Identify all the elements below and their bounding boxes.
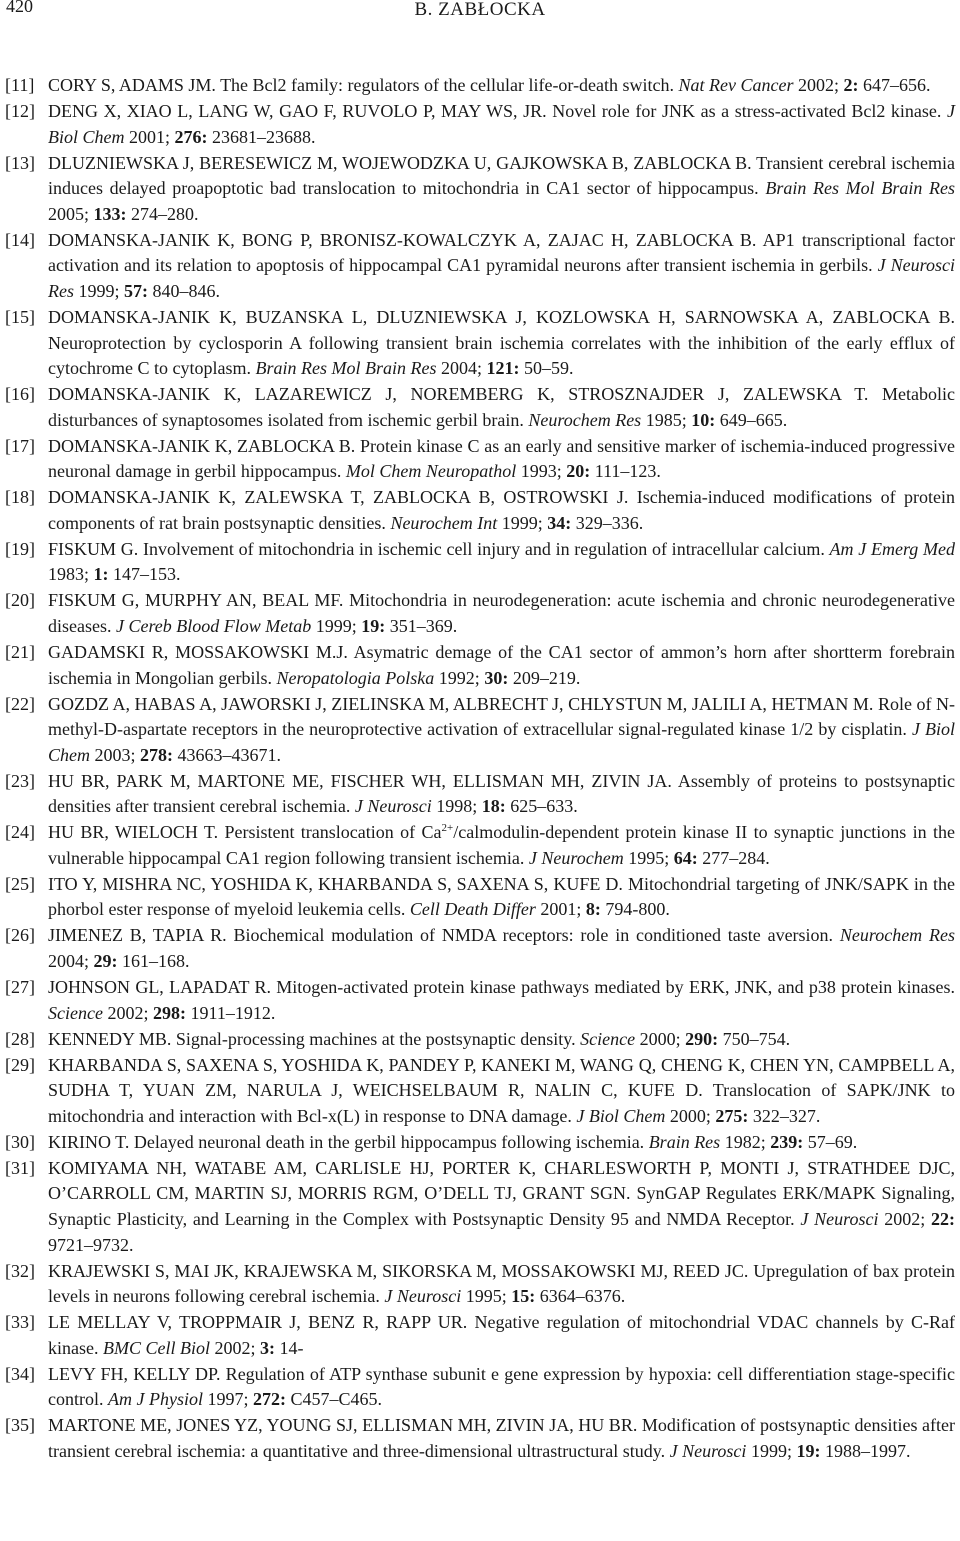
reference-journal: Brain Res xyxy=(648,1131,721,1152)
reference-text: GOZDZ A, HABAS A, JAWORSKI J, ZIELINSKA M, ALBRECHT J, CHLYSTUN M, JALILI A, HETMAN M. Role of N-methyl-D-aspartate receptors in the neuroprotective activation of extracellular signal-regulated kinase 1/2 by cisplatin. xyxy=(48,693,955,740)
reference-volume: 133: xyxy=(93,203,127,224)
reference-year: 1997; xyxy=(202,1389,253,1410)
reference-pages: 14- xyxy=(275,1337,304,1358)
reference-superscript: 2+ xyxy=(441,822,454,835)
reference-year: 2002; xyxy=(209,1337,260,1358)
reference-journal: Nat Rev Cancer xyxy=(678,75,794,95)
reference-entry xyxy=(0,1027,955,1053)
reference-text: DOMANSKA-JANIK K, LAZAREWICZ J, NOREMBERG K, STROSZNAJDER J, ZALEWSKA T. Metabolic disturbances of synaptosomes isolated from ischemic gerbil brain. xyxy=(48,384,955,430)
reference-entry xyxy=(0,872,955,923)
reference-pages: 209–219. xyxy=(508,667,581,688)
reference-text: KRAJEWSKI S, MAI JK, KRAJEWSKA M, SIKORSKA M, MOSSAKOWSKI MJ, REED JC. Upregulation of bax protein levels in neurons following cerebral ischemia. xyxy=(48,1260,955,1307)
reference-year: 2002; xyxy=(102,1002,153,1023)
reference-text: DOMANSKA-JANIK K, BONG P, BRONISZ-KOWALCZYK A, ZAJAC H, ZABLOCKA B. AP1 transcriptional factor activation and its relation to apoptosis of hippocampal CA1 pyramidal neurons after transient ischemia in gerbils. xyxy=(48,229,955,276)
reference-year: 2005; xyxy=(48,203,94,224)
reference-journal: J Neurosci xyxy=(384,1286,462,1307)
reference-journal: Am J Physiol xyxy=(108,1389,203,1410)
reference-text-continued: /calmodulin-dependent protein kinase II to synaptic junctions in the vulnerable hippocampal CA1 region following transient ischemia. xyxy=(48,822,955,868)
reference-journal: Neurochem Res xyxy=(839,925,955,946)
reference-text: DENG X, XIAO L, LANG W, GAO F, RUVOLO P, MAY WS, JR. Novel role for JNK as a stress-activated Bcl2 kinase. xyxy=(48,100,947,121)
reference-number: [34] xyxy=(5,1363,35,1384)
reference-entry xyxy=(0,923,955,974)
reference-volume: 19: xyxy=(361,615,386,636)
reference-volume: 8: xyxy=(585,899,601,920)
reference-entry xyxy=(0,99,955,150)
reference-entry xyxy=(0,588,955,639)
reference-number: [11] xyxy=(5,75,35,95)
reference-text: JIMENEZ B, TAPIA R. Biochemical modulation of NMDA receptors: role in conditioned taste aversion. xyxy=(48,925,840,946)
reference-entry xyxy=(0,1259,955,1310)
reference-pages: 9721–9732. xyxy=(48,1234,134,1255)
reference-pages: 1988–1997. xyxy=(820,1440,911,1461)
reference-volume: 2: xyxy=(843,75,859,95)
reference-number: [17] xyxy=(5,435,35,456)
reference-year: 2002; xyxy=(878,1208,931,1229)
reference-text: KHARBANDA S, SAXENA S, YOSHIDA K, PANDEY P, KANEKI M, WANG Q, CHENG K, CHEN YN, CAMPBELL A, SUDHA T, YUAN ZM, NARULA J, WEICHSELBAUM R, NALIN C, KUFE D. Translocation of SAPK/JNK to mitochondria and interaction with Bcl-x(L) in response to DNA damage. xyxy=(48,1054,955,1126)
reference-text: LEVY FH, KELLY DP. Regulation of ATP synthase subunit e gene expression by hypoxia: cell differentiation stage-specific control. xyxy=(48,1363,955,1410)
reference-journal: Neropatologia Polska xyxy=(276,667,435,688)
reference-entry xyxy=(0,1413,955,1464)
reference-entry xyxy=(0,1362,955,1413)
reference-year: 1998; xyxy=(431,796,482,817)
reference-year: 1995; xyxy=(623,847,674,868)
reference-journal: J Neurosci xyxy=(354,796,432,817)
reference-volume: 57: xyxy=(124,280,149,301)
reference-entry xyxy=(0,1156,955,1258)
reference-year: 1999; xyxy=(497,512,548,533)
reference-number: [12] xyxy=(5,100,35,121)
reference-journal: Brain Res Mol Brain Res xyxy=(765,178,955,199)
reference-text: CORY S, ADAMS JM. The Bcl2 family: regulators of the cellular life-or-death switch. xyxy=(48,75,679,95)
reference-year: 1999; xyxy=(746,1440,797,1461)
reference-number: [14] xyxy=(5,229,35,250)
reference-year: 1999; xyxy=(311,615,362,636)
reference-entry xyxy=(0,537,955,588)
reference-number: [13] xyxy=(5,152,35,173)
reference-text: KOMIYAMA NH, WATABE AM, CARLISLE HJ, PORTER K, CHARLESWORTH P, MONTI J, STRATHDEE DJC, O’CARROLL CM, MARTIN SJ, MORRIS RGM, O’DELL TJ, GRANT SGN. SynGAP Regulates ERK/MAPK Signaling, Synaptic Plasticity, and Learning in the Complex with Postsynaptic Density 95 and NMDA Receptor. xyxy=(48,1157,955,1229)
reference-entry xyxy=(0,640,955,691)
reference-year: 2003; xyxy=(90,744,141,765)
reference-number: [20] xyxy=(5,590,35,611)
reference-volume: 3: xyxy=(260,1337,275,1358)
reference-number: [35] xyxy=(5,1415,35,1436)
reference-volume: 276: xyxy=(174,126,208,147)
reference-number: [22] xyxy=(5,693,35,714)
reference-volume: 272: xyxy=(253,1389,286,1410)
reference-number: [18] xyxy=(5,487,35,508)
reference-journal: BMC Cell Biol xyxy=(102,1337,210,1358)
reference-pages: 649–665. xyxy=(715,409,788,430)
reference-journal: J Neurochem xyxy=(528,847,624,868)
reference-year: 1985; xyxy=(641,409,692,430)
reference-pages: 322–327. xyxy=(748,1105,821,1126)
reference-year: 2004; xyxy=(436,358,487,379)
reference-pages: 329–336. xyxy=(571,512,644,533)
reference-year: 1999; xyxy=(74,280,125,301)
reference-pages: 840–846. xyxy=(148,280,221,301)
reference-year: 2004; xyxy=(48,951,94,972)
reference-pages: 274–280. xyxy=(126,203,199,224)
reference-text: DOMANSKA-JANIK K, ZABLOCKA B. Protein kinase C as an early and sensitive marker of ischemia-induced progressive neuronal damage in gerbil hippocampus. xyxy=(48,435,955,482)
reference-number: [15] xyxy=(5,306,35,327)
reference-number: [33] xyxy=(5,1312,35,1333)
reference-text: HU BR, WIELOCH T. Persistent translocation of Ca xyxy=(48,822,442,843)
reference-entry xyxy=(0,692,955,769)
reference-volume: 1: xyxy=(93,564,109,585)
reference-entry xyxy=(0,434,955,485)
reference-text: DLUZNIEWSKA J, BERESEWICZ M, WOJEWODZKA U, GAJKOWSKA B, ZABLOCKA B. Transient cerebral ischemia induces delayed proapoptotic bad translocation to mitochondria in CA1 sector of hippocampus. xyxy=(48,152,955,199)
reference-entry xyxy=(0,820,955,871)
reference-entry xyxy=(0,485,955,536)
reference-year: 1995; xyxy=(461,1286,512,1307)
reference-number: [28] xyxy=(5,1028,35,1049)
reference-volume: 19: xyxy=(796,1440,821,1461)
reference-text: DOMANSKA-JANIK K, ZALEWSKA T, ZABLOCKA B, OSTROWSKI J. Ischemia-induced modifications of protein components of rat brain postsynaptic densities. xyxy=(48,487,955,533)
reference-pages: 43663–43671. xyxy=(173,744,282,765)
reference-volume: 64: xyxy=(673,847,698,868)
reference-volume: 15: xyxy=(511,1286,536,1307)
reference-pages: 750–754. xyxy=(718,1028,791,1049)
reference-text: KIRINO T. Delayed neuronal death in the gerbil hippocampus following ischemia. xyxy=(48,1131,649,1152)
reference-text: KENNEDY MB. Signal-processing machines at the postsynaptic density. xyxy=(48,1028,581,1049)
reference-pages: 57–69. xyxy=(803,1131,858,1152)
reference-entry xyxy=(0,382,955,433)
reference-volume: 239: xyxy=(770,1131,804,1152)
reference-journal: Science xyxy=(580,1028,636,1049)
reference-text: GADAMSKI R, MOSSAKOWSKI M.J. Asymatric demage of the CA1 sector of ammon’s horn after shortterm forebrain ischemia in Mongolian gerbils. xyxy=(48,641,955,688)
reference-entry xyxy=(0,305,955,382)
reference-pages: 111–123. xyxy=(590,461,661,482)
reference-year: 1982; xyxy=(720,1131,771,1152)
reference-number: [23] xyxy=(5,770,35,791)
reference-list xyxy=(0,73,955,1465)
reference-text: DOMANSKA-JANIK K, BUZANSKA L, DLUZNIEWSKA J, KOZLOWSKA H, SARNOWSKA A, ZABLOCKA B. Neuroprotection by cyclosporin A following transient brain ischemia correlates with the inhibition of the early efflux of cytochrome C to cytoplasm. xyxy=(48,306,955,379)
reference-pages: 23681–23688. xyxy=(207,126,316,147)
reference-year: 2000; xyxy=(665,1105,716,1126)
reference-pages: 647–656. xyxy=(858,75,931,95)
reference-pages: 351–369. xyxy=(385,615,458,636)
reference-pages: 50–59. xyxy=(519,358,574,379)
reference-volume: 30: xyxy=(484,667,509,688)
reference-volume: 20: xyxy=(566,461,591,482)
reference-journal: Cell Death Differ xyxy=(409,899,536,920)
reference-journal: J Neurosci Res xyxy=(48,255,955,301)
reference-text: JOHNSON GL, LAPADAT R. Mitogen-activated protein kinase pathways mediated by ERK, JNK, and p38 protein kinases. xyxy=(48,977,955,998)
reference-volume: 10: xyxy=(691,409,716,430)
reference-journal: J Cereb Blood Flow Metab xyxy=(115,615,312,636)
reference-journal: J Biol Chem xyxy=(48,100,955,147)
reference-text: ITO Y, MISHRA NC, YOSHIDA K, KHARBANDA S, SAXENA S, KUFE D. Mitochondrial targeting of JNK/SAPK in the phorbol ester response of myeloid leukemia cells. xyxy=(48,873,955,920)
reference-journal: J Neurosci xyxy=(669,1440,747,1461)
reference-entry xyxy=(0,151,955,228)
reference-year: 2001; xyxy=(535,899,586,920)
reference-number: [25] xyxy=(5,873,35,894)
reference-year: 1993; xyxy=(516,461,567,482)
reference-journal: J Biol Chem xyxy=(48,719,955,765)
reference-pages: C457–C465. xyxy=(286,1389,383,1410)
reference-year: 1992; xyxy=(434,667,485,688)
reference-text: FISKUM G, MURPHY AN, BEAL MF. Mitochondria in neurodegeneration: acute ischemia and chronic neurodegenerative diseases. xyxy=(48,590,955,636)
reference-number: [26] xyxy=(5,925,35,946)
reference-journal: Brain Res Mol Brain Res xyxy=(255,358,437,379)
reference-text: FISKUM G. Involvement of mitochondria in ischemic cell injury and in regulation of intracellular calcium. xyxy=(48,538,830,559)
reference-pages: 147–153. xyxy=(108,564,181,585)
reference-journal: Neurochem Res xyxy=(528,409,642,430)
reference-volume: 278: xyxy=(140,744,174,765)
reference-volume: 22: xyxy=(930,1208,955,1229)
reference-entry xyxy=(0,975,955,1026)
reference-year: 2002; xyxy=(793,75,844,95)
reference-pages: 794-800. xyxy=(600,899,670,920)
reference-journal: Neurochem Int xyxy=(390,512,498,533)
reference-volume: 34: xyxy=(547,512,572,533)
reference-entry xyxy=(0,769,955,820)
reference-number: [30] xyxy=(5,1131,35,1152)
reference-number: [32] xyxy=(5,1260,35,1281)
reference-entry xyxy=(0,228,955,305)
page-number: 420 xyxy=(6,0,33,16)
reference-volume: 290: xyxy=(685,1028,719,1049)
reference-pages: 1911–1912. xyxy=(185,1002,276,1023)
reference-year: 2001; xyxy=(124,126,175,147)
reference-volume: 298: xyxy=(152,1002,186,1023)
reference-volume: 275: xyxy=(715,1105,749,1126)
reference-pages: 625–633. xyxy=(505,796,578,817)
reference-journal: J Neurosci xyxy=(800,1208,879,1229)
reference-pages: 277–284. xyxy=(697,847,770,868)
reference-number: [27] xyxy=(5,977,35,998)
reference-number: [19] xyxy=(5,538,35,559)
reference-journal: Mol Chem Neuropathol xyxy=(345,461,517,482)
reference-entry xyxy=(0,1053,955,1130)
reference-year: 2000; xyxy=(635,1028,686,1049)
reference-volume: 29: xyxy=(93,951,118,972)
reference-entry xyxy=(0,73,955,99)
reference-journal: Am J Emerg Med xyxy=(829,538,955,559)
reference-number: [16] xyxy=(5,384,35,405)
reference-number: [29] xyxy=(5,1054,35,1075)
reference-number: [31] xyxy=(5,1157,35,1178)
reference-number: [24] xyxy=(5,822,35,843)
reference-text: MARTONE ME, JONES YZ, YOUNG SJ, ELLISMAN MH, ZIVIN JA, HU BR. Modification of postsynaptic densities after transient cerebral ischemia: a quantitative and three-dimensional ultrastructural study. xyxy=(48,1415,955,1461)
reference-entry xyxy=(0,1310,955,1361)
reference-pages: 161–168. xyxy=(117,951,190,972)
reference-journal: J Biol Chem xyxy=(576,1105,666,1126)
reference-journal: Science xyxy=(48,1002,103,1023)
reference-year: 1983; xyxy=(48,564,94,585)
reference-text: HU BR, PARK M, MARTONE ME, FISCHER WH, ELLISMAN MH, ZIVIN JA. Assembly of proteins to postsynaptic densities after transient cerebral ischemia. xyxy=(48,770,955,817)
running-head: B. ZABŁOCKA xyxy=(414,0,546,20)
reference-number: [21] xyxy=(5,641,35,662)
reference-volume: 18: xyxy=(481,796,506,817)
reference-text: LE MELLAY V, TROPPMAIR J, BENZ R, RAPP UR. Negative regulation of mitochondrial VDAC channels by C-Raf kinase. xyxy=(48,1312,955,1358)
reference-pages: 6364–6376. xyxy=(535,1286,626,1307)
reference-entry xyxy=(0,1130,955,1156)
reference-volume: 121: xyxy=(486,358,520,379)
